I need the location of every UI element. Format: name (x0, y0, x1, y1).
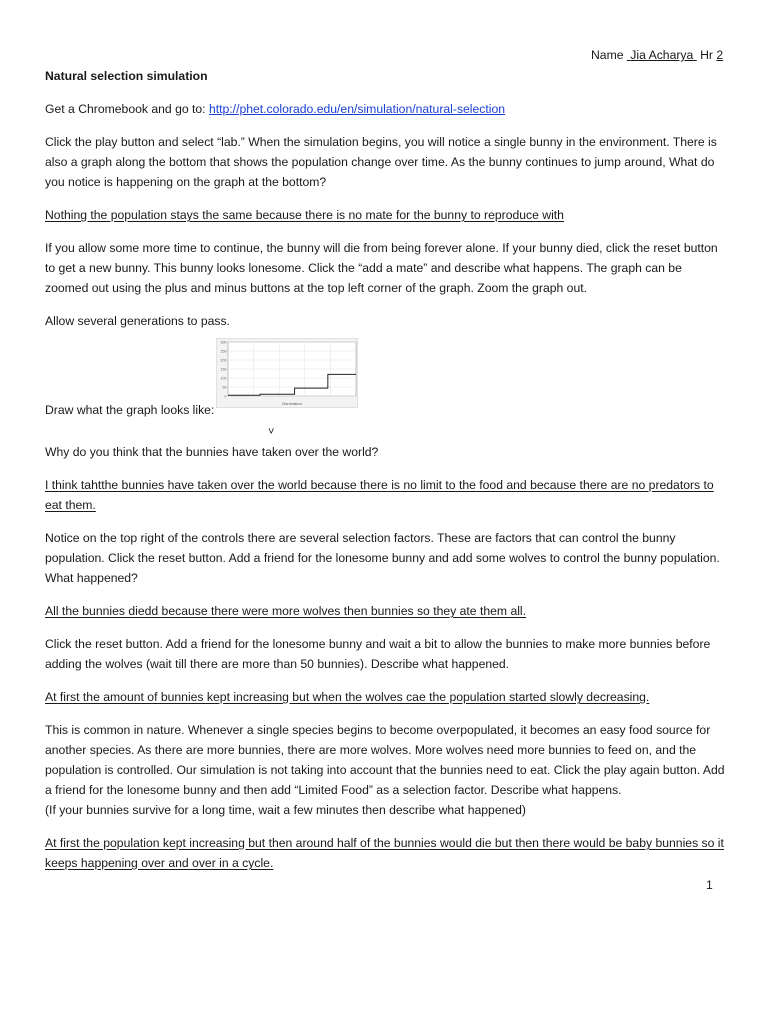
graph-row (45, 340, 725, 417)
instruction-generations: Allow several generations to pass. (45, 314, 230, 328)
document-title: Natural selection simulation (45, 69, 208, 83)
chart-tick-label: 250 (220, 349, 227, 354)
chart-tick-label: 50 (222, 385, 227, 390)
answer-1: Nothing the population stays the same because there is no mate for the bunny to reproduce with (45, 208, 564, 222)
hr-label: Hr (700, 48, 713, 62)
instruction-wait: Click the reset button. Add a friend for the lonesome bunny and wait a bit to allow the bunnies to make more bunnies before adding the wolves (wait till there are more than 50 bunnies). Describe what happened. (45, 637, 711, 671)
answer-3: All the bunnies diedd because there were more wolves then bunnies so they ate them all. (45, 604, 527, 618)
chart-tick-label: 0 (224, 394, 227, 399)
instruction-limited-food-note: (If your bunnies survive for a long time, wait a few minutes then describe what happened) (45, 803, 526, 817)
graph-prompt: Draw what the graph looks like: (45, 403, 215, 417)
population-graph (216, 338, 358, 414)
instruction-limited-food (45, 720, 725, 820)
answer-5: At first the population kept increasing but then around half of the bunnies would die but then there would be baby bunnies so it keeps happening over and over in a cycle. (45, 836, 724, 870)
answer-4: At first the amount of bunnies kept increasing but when the wolves cae the population started slowly decreasing. (45, 690, 650, 704)
chevron-down-icon: ˅ (268, 426, 275, 438)
instruction-reset: If you allow some more time to continue, the bunny will die from being forever alone. If your bunny died, click the reset button to get a new bunny. This bunny looks lonesome. Click the “add a mate” and describe what happens. The graph can be zoomed out using the plus and minus buttons at the top left corner of the graph. Zoom the graph out. (45, 241, 718, 295)
name-label: Name (591, 48, 624, 62)
name-value: Jia Acharya (630, 48, 694, 62)
question-takeover: Why do you think that the bunnies have taken over the world? (45, 445, 379, 459)
document-body (45, 66, 725, 886)
instruction-limited-food-text: This is common in nature. Whenever a single species begins to become overpopulated, it becomes an easy food source for another species. As there are more bunnies, there are more wolves. More wolves need more bunnies to feed on, and the population is controlled. Our simulation is not taking into account that the bunnies need to eat. Click the play again button. Add a friend for the lonesome bunny and then add “Limited Food” as a selection factor. Describe what happens. (45, 723, 725, 797)
population-chart (216, 338, 358, 408)
name-header (591, 48, 723, 62)
instruction-wolves: Notice on the top right of the controls there are several selection factors. These are factors that can control the bunny population. Click the reset button. Add a friend for the lonesome bunny and add some wolves to control the bunny population. What happened? (45, 531, 720, 585)
instruction-chromebook-text: Get a Chromebook and go to: (45, 102, 209, 116)
instruction-play: Click the play button and select “lab.” When the simulation begins, you will notice a single bunny in the environment. There is also a graph along the bottom that shows the population change over time. As the bunny continues to jump around, What do you notice is happening on the graph at the bottom? (45, 135, 717, 189)
page-number: 1 (706, 878, 713, 892)
chart-x-axis-label: Generation (282, 401, 303, 406)
chart-tick-label: 200 (220, 358, 227, 363)
chart-tick-label: 300 (220, 340, 227, 345)
chart-tick-label: 150 (220, 367, 227, 372)
chart-tick-label: 100 (220, 376, 227, 381)
simulation-link[interactable]: http://phet.colorado.edu/en/simulation/natural-selection (208, 102, 506, 116)
answer-2: I think tahtthe bunnies have taken over the world because there is no limit to the food and because there are no predators to eat them. (45, 478, 714, 512)
instruction-chromebook (45, 99, 725, 119)
hr-value: 2 (716, 48, 724, 62)
